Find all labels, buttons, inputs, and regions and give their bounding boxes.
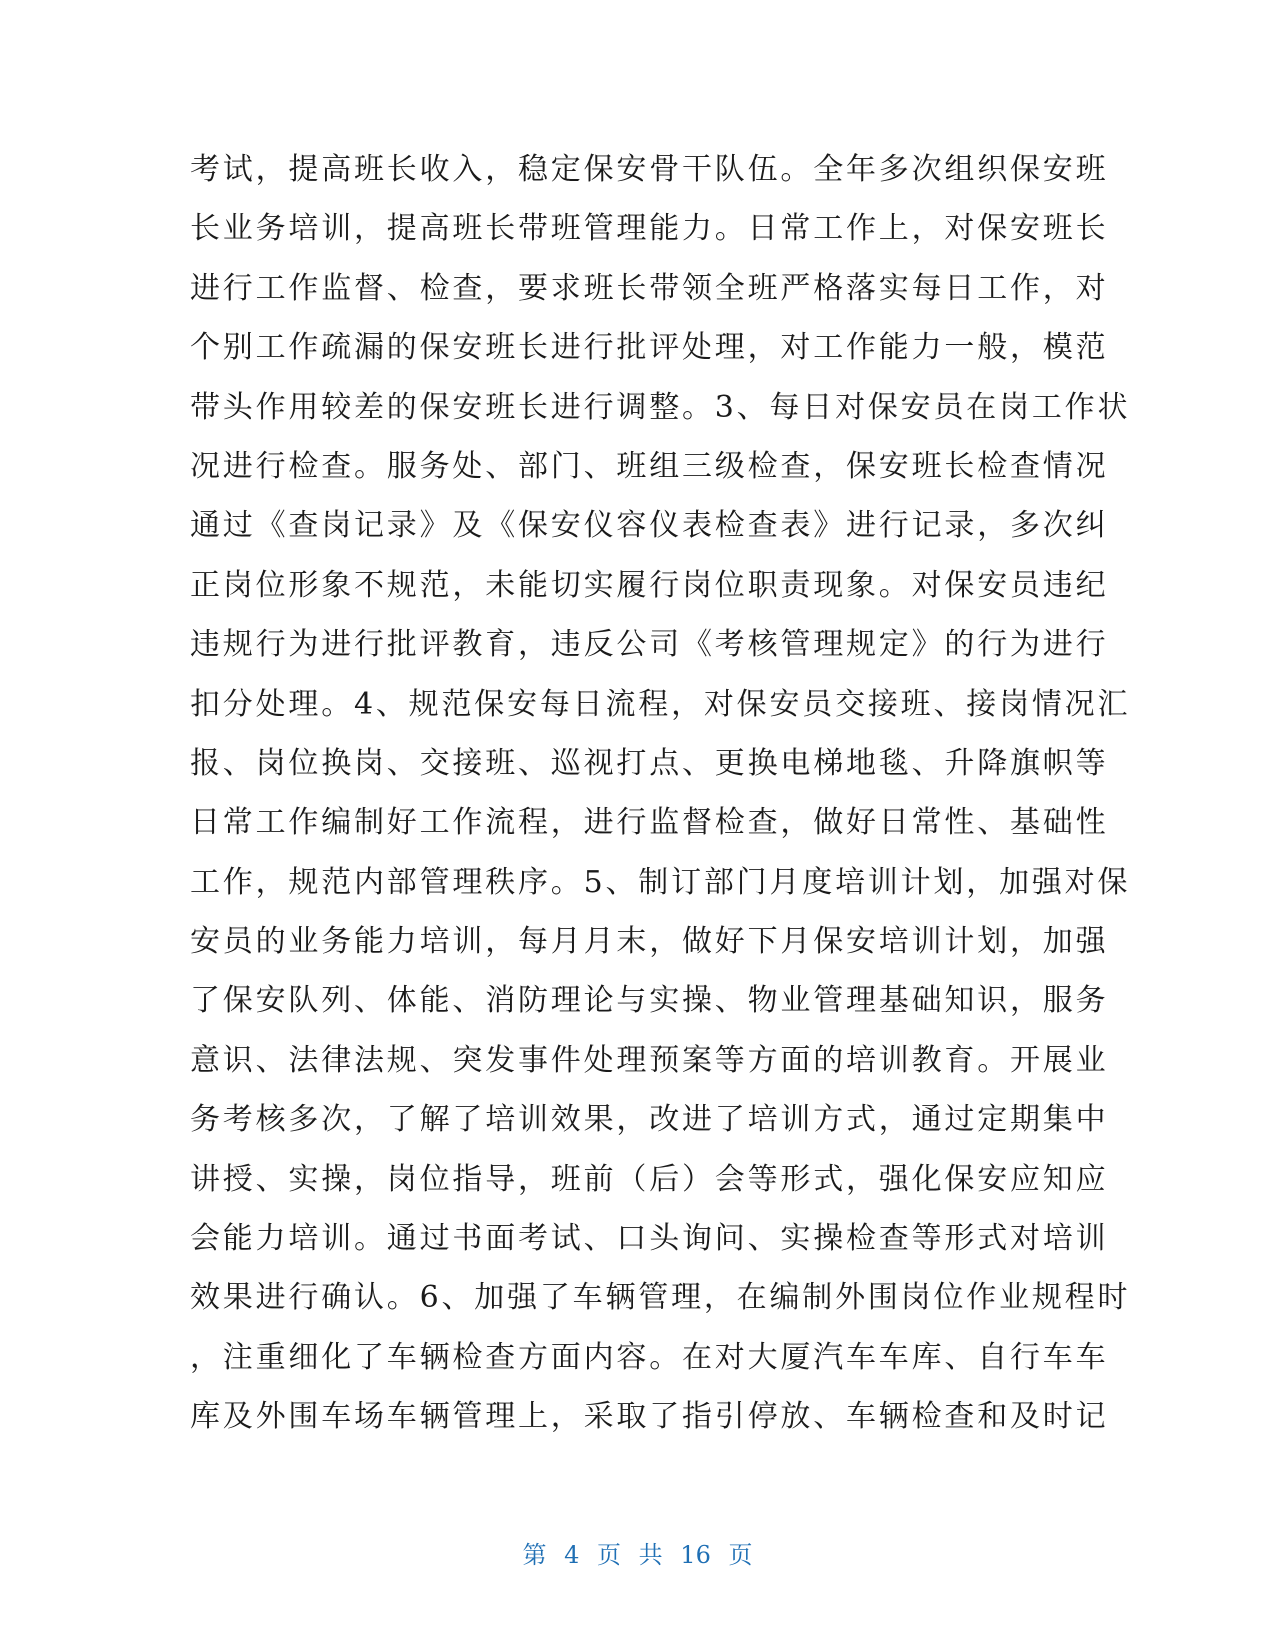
- text-line: 安员的业务能力培训，每月月末，做好下月保安培训计划，加强: [190, 924, 1109, 960]
- text-line: 正岗位形象不规范，未能切实履行岗位职责现象。对保安员违纪: [190, 567, 1109, 603]
- text-line: 进行工作监督、检查，要求班长带领全班严格落实每日工作，对: [190, 270, 1109, 306]
- text-line: 工作，规范内部管理秩序。5、制订部门月度培训计划，加强对保: [190, 864, 1131, 900]
- text-line: 带头作用较差的保安班长进行调整。3、每日对保安员在岗工作状: [190, 389, 1131, 425]
- text-line: 长业务培训，提高班长带班管理能力。日常工作上，对保安班长: [190, 211, 1109, 247]
- text-line: 个别工作疏漏的保安班长进行批评处理，对工作能力一般，模范: [190, 330, 1109, 366]
- text-line: 日常工作编制好工作流程，进行监督检查，做好日常性、基础性: [190, 805, 1109, 841]
- text-line: 效果进行确认。6、加强了车辆管理，在编制外围岗位作业规程时: [190, 1280, 1131, 1316]
- text-line: 违规行为进行批评教育，违反公司《考核管理规定》的行为进行: [190, 627, 1109, 663]
- text-line: 报、岗位换岗、交接班、巡视打点、更换电梯地毯、升降旗帜等: [190, 745, 1109, 781]
- text-line: 讲授、实操，岗位指导，班前（后）会等形式，强化保安应知应: [190, 1161, 1109, 1197]
- text-line: 务考核多次，了解了培训效果，改进了培训方式，通过定期集中: [190, 1102, 1109, 1138]
- page-number-footer: 第 4 页 共 16 页: [522, 1541, 753, 1569]
- text-line: 通过《查岗记录》及《保安仪容仪表检查表》进行记录，多次纠: [190, 508, 1109, 544]
- text-line: 了保安队列、体能、消防理论与实操、物业管理基础知识，服务: [190, 983, 1109, 1019]
- text-line: 考试，提高班长收入，稳定保安骨干队伍。全年多次组织保安班: [190, 152, 1109, 187]
- text-line: 库及外围车场车辆管理上，采取了指引停放、车辆检查和及时记: [190, 1399, 1109, 1435]
- text-line: 扣分处理。4、规范保安每日流程，对保安员交接班、接岗情况汇: [190, 686, 1131, 722]
- text-line: 况进行检查。服务处、部门、班组三级检查，保安班长检查情况: [190, 448, 1109, 484]
- body-text: [190, 148, 1131, 1455]
- text-line: 会能力培训。通过书面考试、口头询问、实操检查等形式对培训: [190, 1221, 1109, 1257]
- text-line: 意识、法律法规、突发事件处理预案等方面的培训教育。开展业: [190, 1042, 1109, 1078]
- text-line: ，注重细化了车辆检查方面内容。在对大厦汽车车库、自行车车: [190, 1339, 1109, 1375]
